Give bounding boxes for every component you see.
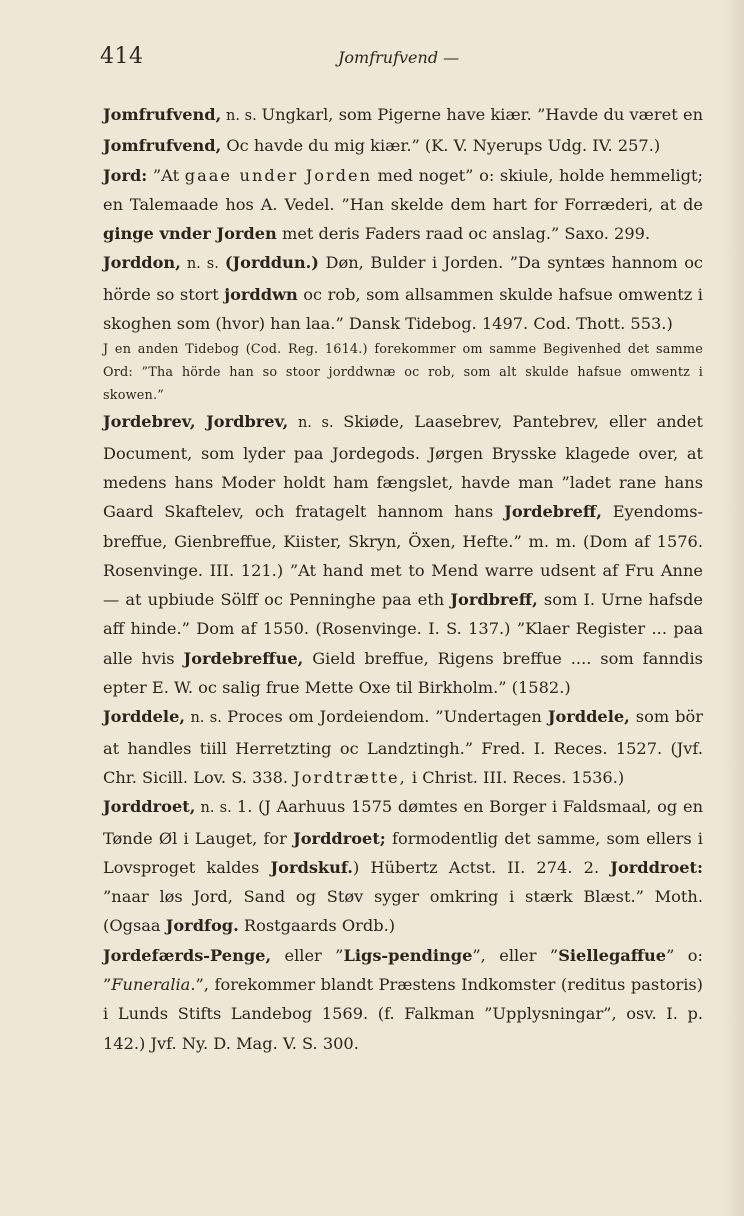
entry-note: J en anden Tidebog (Cod. Reg. 1614.) forekommer om samme Begivenhed det samme Ord: ”Tha hörde han so stoor jorddwnæ oc rob, som alt skulde hafsue omwentz i skowen.” — [103, 342, 703, 404]
entry-text: ”At — [147, 165, 185, 185]
headword: Jord: — [103, 165, 148, 185]
entry-text: ” o: ” — [103, 945, 704, 995]
dictionary-entry-jord — [103, 161, 703, 249]
dictionary-entry-jorddele — [103, 702, 703, 792]
emphasized-term: Siellegaffue — [558, 945, 667, 965]
spaced-phrase: gaae under Jorden — [184, 165, 373, 185]
emphasized-term: Ligs-pendinge — [343, 945, 473, 965]
italic-term: Funeralia. — [111, 975, 196, 995]
grammar-label: n. s. — [185, 710, 228, 727]
entry-text: 1. (J Aarhuus 1575 dømtes en Borger i Faldsmaal, og en Tønde Øl i Lauget, for — [103, 797, 703, 848]
emphasized-term: Jordskuf. — [270, 857, 353, 877]
entry-text: Ungkarl, som Pigerne have kiær. ”Havde du været en — [261, 105, 703, 124]
headword: Jordebrev, Jordbrev, — [103, 412, 289, 432]
emphasized-term: Jordfog. — [165, 916, 239, 936]
headword: Jorddroet, — [103, 797, 196, 817]
emphasized-term: (Jorddun.) — [224, 253, 319, 273]
grammar-label: n. s. — [288, 415, 344, 432]
entry-text: Skiøde, Laasebrev, Pantebrev, eller andet Document, som lyder paa Jordegods. Jørgen Brysske klagede over, at medens hans Moder holdt ham fængslet, havde man ”ladet rane hans Gaard Skaftelev, och fratagelt hannom hans — [103, 412, 703, 522]
emphasized-term: Jordebreff, — [504, 502, 602, 522]
dictionary-entry-jorddon — [103, 248, 703, 407]
headword: Jorddon, — [103, 253, 181, 273]
emphasized-term: jorddwn — [224, 284, 298, 304]
dictionary-entry-jorddroet — [103, 792, 703, 940]
entry-text: i Christ. III. Reces. 1536.) — [406, 767, 625, 787]
entry-text: ”, forekommer blandt Præstens Indkomster (reditus pastoris) i Lunds Stifts Landebog 1569. (f. Falkman ”Upplysningar”, osv. I. p. 142.) Jvf. Ny. D. Mag. V. S. 300. — [103, 975, 703, 1053]
emphasized-term: Jorddroet; — [293, 828, 386, 848]
entry-text: som bör at handles tiill Herretzting oc Landztingh.” Fred. I. Reces. 1527. (Jvf. Chr. Sicill. Lov. S. 338. — [103, 707, 703, 787]
dictionary-entry-jomfrufvend — [103, 100, 703, 161]
headword: Jorddele, — [103, 707, 186, 727]
grammar-label: n. s. — [180, 256, 225, 273]
emphasized-term: Jordebreffue, — [183, 648, 304, 668]
emphasized-term: Jorddroet: — [610, 857, 703, 877]
page-header — [100, 44, 720, 84]
grammar-label: n. s. — [221, 108, 262, 124]
dictionary-entry-jordebrev — [103, 407, 703, 702]
entry-text: Proces om Jordeiendom. ”Undertagen — [227, 707, 548, 727]
entry-text: Oc havde du mig kiær.” (K. V. Nyerups Udg. IV. 257.) — [221, 136, 661, 156]
entry-text: eller ” — [271, 945, 344, 965]
entry-text: met deris Faders raad oc anslag.” Saxo. 299. — [276, 224, 651, 244]
emphasized-term: Jorddele, — [547, 707, 630, 727]
entry-text: oc rob, som allsammen skulde hafsue omwentz i skoghen som (hvor) han laa.” Dansk Tidebog. 1497. Cod. Thott. 553.) — [103, 284, 703, 334]
grammar-label: n. s. — [195, 800, 237, 817]
headword: Jordefærds-Penge, — [103, 945, 272, 965]
dictionary-text — [103, 100, 703, 1058]
entry-text: Eyendoms-breffue, Gienbreffue, Kiister, Skryn, Öxen, Hefte.” m. m. (Dom af 1576. Rosenvinge. III. 121.) ”At hand met to Mend warre udsent af Fru Anne — at upbiude Sölff oc Penninghe paa eth — [103, 502, 704, 610]
entry-text: formodentlig det samme, som ellers i Lovsproget kaldes — [103, 828, 703, 877]
spaced-phrase: Jordtrætte, — [293, 767, 407, 787]
running-head: Jomfrufvend — — [338, 48, 460, 67]
page-edge-shadow — [722, 0, 744, 1216]
emphasized-term: Jordbreff, — [450, 590, 538, 610]
emphasized-term: ginge vnder Jorden — [103, 224, 277, 244]
entry-text: ) Hübertz Actst. II. 274. 2. — [352, 857, 611, 877]
entry-text: som I. Urne hafsde aff hinde.” Dom af 1550. (Rosenvinge. I. S. 137.) ”Klaer Register ... paa alle hvis — [103, 590, 704, 668]
headword: Jomfrufvend, — [103, 105, 222, 124]
entry-text: med noget” o: skiule, holde hemmeligt; en Talemaade hos A. Vedel. ”Han skelde dem hart for Forræderi, at de — [103, 165, 703, 214]
dictionary-entry-jordefaerds — [103, 941, 703, 1058]
entry-text: Døn, Bulder i Jorden. ”Da syntæs hannom oc hörde so stort — [103, 253, 704, 304]
entry-text: ”naar løs Jord, Sand og Støv syger omkring i stærk Blæst.” Moth. (Ogsaa — [103, 887, 703, 936]
entry-text: ”, eller ” — [472, 945, 559, 965]
page-number: 414 — [100, 44, 144, 69]
entry-text: Gield breffue, Rigens breffue .... som fanndis epter E. W. oc salig frue Mette Oxe til Birkholm.” (1582.) — [103, 648, 703, 698]
entry-text: Rostgaards Ordb.) — [238, 916, 396, 936]
emphasized-term: Jomfrufvend, — [103, 136, 222, 156]
